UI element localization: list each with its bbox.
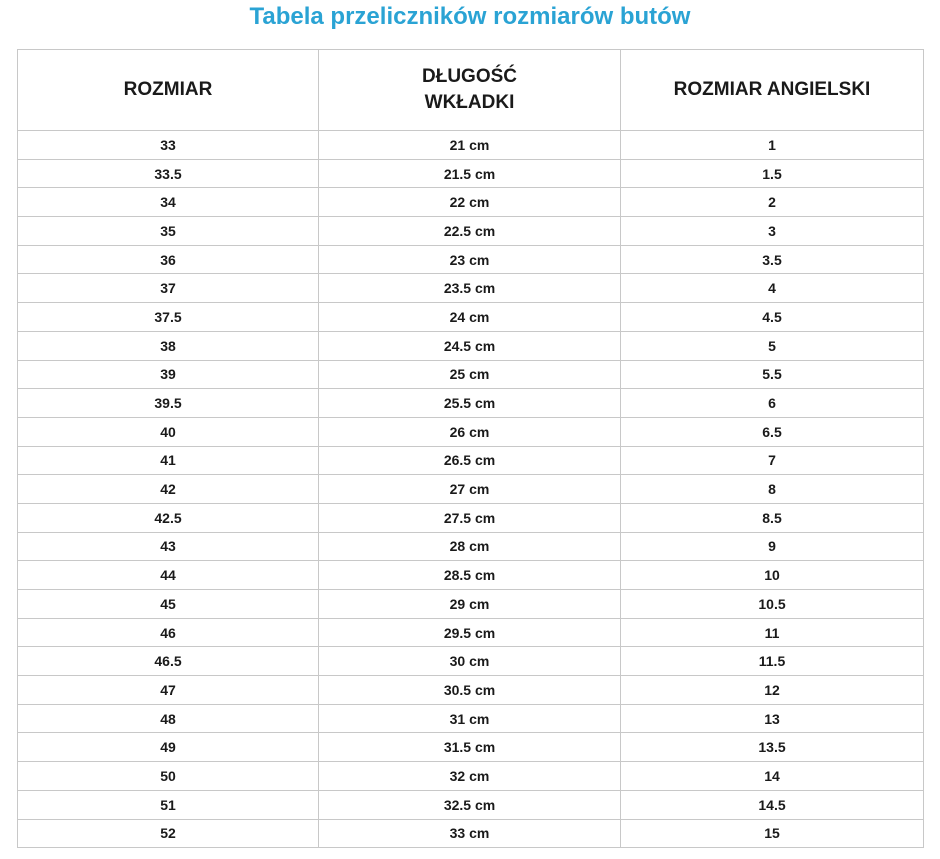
insole-length-cell: 30 cm bbox=[319, 647, 621, 676]
insole-length-cell: 27.5 cm bbox=[319, 503, 621, 532]
size-uk-cell: 4.5 bbox=[621, 303, 924, 332]
size-eu-cell: 43 bbox=[18, 532, 319, 561]
insole-length-cell: 32 cm bbox=[319, 762, 621, 791]
table-row bbox=[18, 819, 924, 848]
table-row bbox=[18, 561, 924, 590]
table-row bbox=[18, 389, 924, 418]
table-row bbox=[18, 590, 924, 619]
table-row bbox=[18, 446, 924, 475]
size-uk-cell: 14.5 bbox=[621, 790, 924, 819]
insole-length-cell: 22.5 cm bbox=[319, 217, 621, 246]
size-eu-cell: 40 bbox=[18, 417, 319, 446]
size-uk-cell: 8.5 bbox=[621, 503, 924, 532]
insole-length-cell: 27 cm bbox=[319, 475, 621, 504]
insole-length-cell: 26 cm bbox=[319, 417, 621, 446]
page-title: Tabela przeliczników rozmiarów butów bbox=[249, 3, 691, 30]
insole-length-cell: 33 cm bbox=[319, 819, 621, 848]
size-eu-cell: 51 bbox=[18, 790, 319, 819]
size-uk-cell: 5.5 bbox=[621, 360, 924, 389]
table-row bbox=[18, 245, 924, 274]
table-header-row bbox=[18, 50, 924, 131]
insole-length-cell: 28 cm bbox=[319, 532, 621, 561]
size-eu-cell: 44 bbox=[18, 561, 319, 590]
insole-length-cell: 26.5 cm bbox=[319, 446, 621, 475]
size-uk-cell: 14 bbox=[621, 762, 924, 791]
header-rozmiar: ROZMIAR bbox=[18, 50, 319, 131]
size-uk-cell: 1 bbox=[621, 131, 924, 160]
table-row bbox=[18, 159, 924, 188]
table-row bbox=[18, 475, 924, 504]
size-eu-cell: 35 bbox=[18, 217, 319, 246]
insole-length-cell: 31.5 cm bbox=[319, 733, 621, 762]
insole-length-cell: 29 cm bbox=[319, 590, 621, 619]
table-row bbox=[18, 704, 924, 733]
size-eu-cell: 42 bbox=[18, 475, 319, 504]
table-row bbox=[18, 733, 924, 762]
size-eu-cell: 46.5 bbox=[18, 647, 319, 676]
insole-length-cell: 22 cm bbox=[319, 188, 621, 217]
size-uk-cell: 4 bbox=[621, 274, 924, 303]
insole-length-cell: 24.5 cm bbox=[319, 331, 621, 360]
size-uk-cell: 8 bbox=[621, 475, 924, 504]
table-row bbox=[18, 790, 924, 819]
table-row bbox=[18, 360, 924, 389]
insole-length-cell: 32.5 cm bbox=[319, 790, 621, 819]
insole-length-cell: 24 cm bbox=[319, 303, 621, 332]
size-eu-cell: 33.5 bbox=[18, 159, 319, 188]
size-uk-cell: 13.5 bbox=[621, 733, 924, 762]
size-uk-cell: 10 bbox=[621, 561, 924, 590]
size-eu-cell: 48 bbox=[18, 704, 319, 733]
insole-length-cell: 25.5 cm bbox=[319, 389, 621, 418]
insole-length-cell: 23.5 cm bbox=[319, 274, 621, 303]
size-eu-cell: 39.5 bbox=[18, 389, 319, 418]
header-dlugosc-wkladki-text: DŁUGOŚĆ WKŁADKI bbox=[422, 66, 517, 113]
size-uk-cell: 9 bbox=[621, 532, 924, 561]
table-row bbox=[18, 417, 924, 446]
size-uk-cell: 6 bbox=[621, 389, 924, 418]
table-row bbox=[18, 331, 924, 360]
insole-length-cell: 23 cm bbox=[319, 245, 621, 274]
size-uk-cell: 6.5 bbox=[621, 417, 924, 446]
size-eu-cell: 37 bbox=[18, 274, 319, 303]
table-row bbox=[18, 762, 924, 791]
table-row bbox=[18, 532, 924, 561]
size-uk-cell: 15 bbox=[621, 819, 924, 848]
size-eu-cell: 47 bbox=[18, 676, 319, 705]
size-uk-cell: 3 bbox=[621, 217, 924, 246]
size-uk-cell: 10.5 bbox=[621, 590, 924, 619]
header-dlugosc-wkladki bbox=[319, 50, 621, 131]
size-uk-cell: 7 bbox=[621, 446, 924, 475]
size-eu-cell: 45 bbox=[18, 590, 319, 619]
size-eu-cell: 52 bbox=[18, 819, 319, 848]
insole-length-cell: 21 cm bbox=[319, 131, 621, 160]
size-eu-cell: 36 bbox=[18, 245, 319, 274]
size-eu-cell: 42.5 bbox=[18, 503, 319, 532]
insole-length-cell: 30.5 cm bbox=[319, 676, 621, 705]
table-row bbox=[18, 618, 924, 647]
size-uk-cell: 5 bbox=[621, 331, 924, 360]
header-rozmiar-angielski: ROZMIAR ANGIELSKI bbox=[621, 50, 924, 131]
insole-length-cell: 29.5 cm bbox=[319, 618, 621, 647]
size-eu-cell: 39 bbox=[18, 360, 319, 389]
insole-length-cell: 21.5 cm bbox=[319, 159, 621, 188]
size-eu-cell: 38 bbox=[18, 331, 319, 360]
size-conversion-table bbox=[17, 49, 924, 848]
table-row bbox=[18, 274, 924, 303]
insole-length-cell: 25 cm bbox=[319, 360, 621, 389]
insole-length-cell: 28.5 cm bbox=[319, 561, 621, 590]
table-row bbox=[18, 131, 924, 160]
size-eu-cell: 34 bbox=[18, 188, 319, 217]
insole-length-cell: 31 cm bbox=[319, 704, 621, 733]
size-eu-cell: 37.5 bbox=[18, 303, 319, 332]
size-uk-cell: 12 bbox=[621, 676, 924, 705]
table-row bbox=[18, 647, 924, 676]
table-row bbox=[18, 303, 924, 332]
table-row bbox=[18, 217, 924, 246]
size-uk-cell: 3.5 bbox=[621, 245, 924, 274]
size-uk-cell: 2 bbox=[621, 188, 924, 217]
table-row bbox=[18, 188, 924, 217]
size-uk-cell: 11 bbox=[621, 618, 924, 647]
table-row bbox=[18, 503, 924, 532]
size-eu-cell: 46 bbox=[18, 618, 319, 647]
size-uk-cell: 13 bbox=[621, 704, 924, 733]
size-uk-cell: 1.5 bbox=[621, 159, 924, 188]
size-eu-cell: 41 bbox=[18, 446, 319, 475]
table-row bbox=[18, 676, 924, 705]
size-eu-cell: 33 bbox=[18, 131, 319, 160]
size-uk-cell: 11.5 bbox=[621, 647, 924, 676]
size-eu-cell: 50 bbox=[18, 762, 319, 791]
size-eu-cell: 49 bbox=[18, 733, 319, 762]
